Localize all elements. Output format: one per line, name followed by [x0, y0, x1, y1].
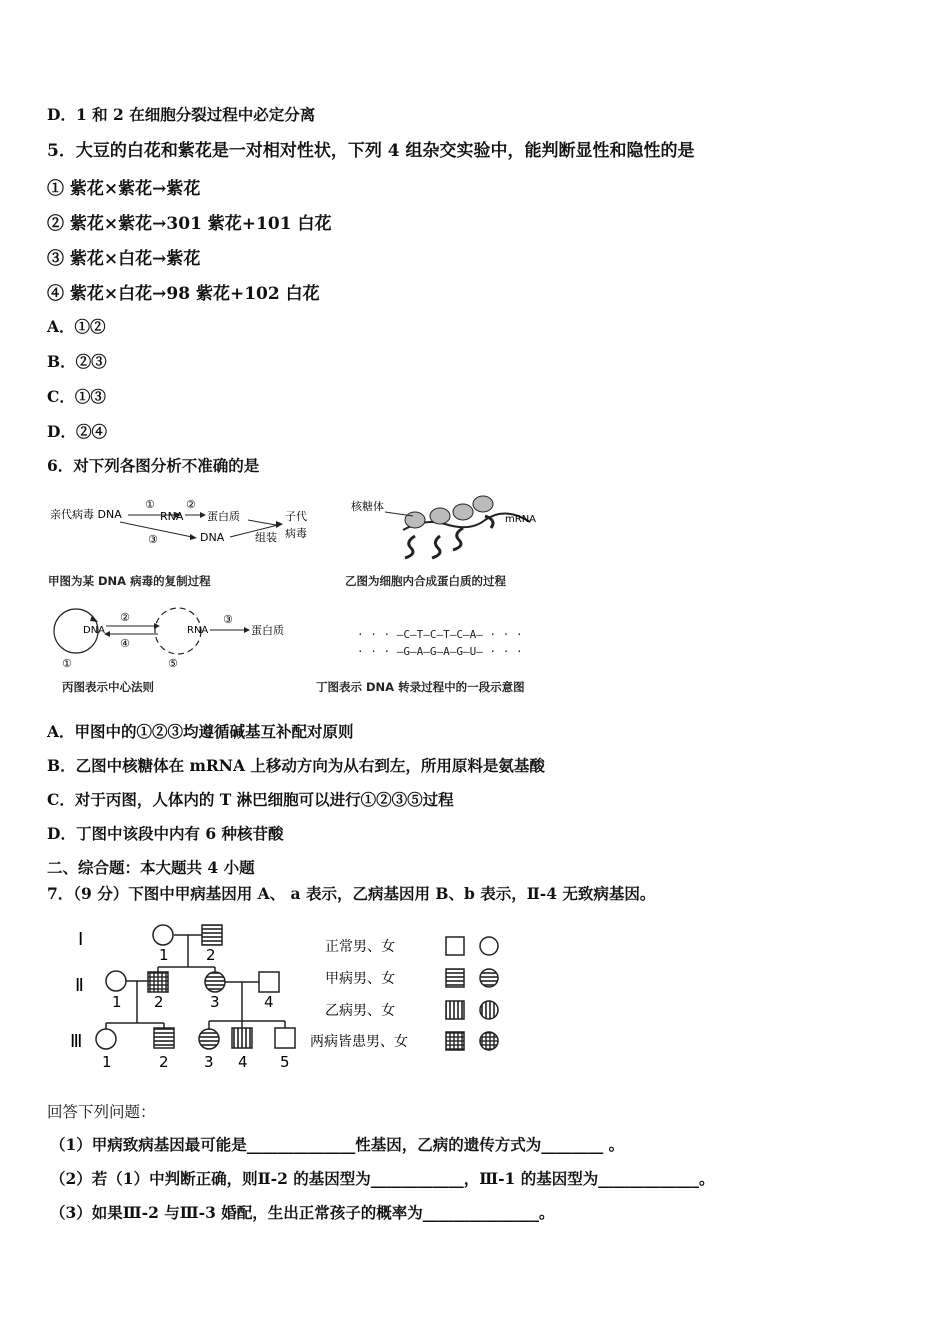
ribosome-4 — [473, 496, 493, 512]
legend-normal-female — [480, 937, 498, 955]
II-3-disease-a-female — [205, 972, 225, 992]
q6-option-a: A．甲图中的①②③均遵循碱基互补配对原则 — [47, 722, 354, 741]
III-4-disease-b-male — [232, 1028, 252, 1048]
bing-n4: ④ — [120, 637, 130, 650]
bing-n1: ① — [62, 657, 72, 670]
q5-option-a: A．①② — [47, 317, 106, 336]
yi-mrna: mRNA — [505, 514, 537, 525]
section-2-heading: 二、综合题：本大题共 4 小题 — [47, 858, 255, 877]
polypeptide-3 — [453, 528, 463, 550]
II-1-num: 1 — [112, 993, 122, 1011]
bing-n2: ② — [120, 611, 130, 624]
gen-label-1: Ⅰ — [78, 929, 84, 950]
q6-option-d: D．丁图中该段中内有 6 种核苷酸 — [47, 824, 284, 843]
q5-option-b: B．②③ — [47, 352, 107, 371]
II-3-num: 3 — [210, 993, 220, 1011]
polypeptide-4 — [485, 516, 493, 528]
q7-sub-3: （3）如果Ⅲ-2 与Ⅲ-3 婚配，生出正常孩子的概率为_______________。 — [50, 1203, 555, 1222]
q6-option-c: C．对于丙图，人体内的 T 淋巴细胞可以进行①②③⑤过程 — [47, 790, 454, 809]
III-4-num: 4 — [238, 1053, 248, 1071]
bing-rna: RNA — [187, 625, 209, 636]
q5-cross-2: ② 紫花×紫花→301 紫花+101 白花 — [47, 214, 332, 234]
jia-n3: ③ — [148, 533, 158, 546]
jia-n2: ② — [186, 498, 196, 511]
bing-dna: DNA — [83, 625, 106, 636]
II-4-normal-male — [259, 972, 279, 992]
bing-caption: 丙图表示中心法则 — [62, 680, 154, 694]
ribosome-1 — [405, 512, 425, 528]
jia-caption: 甲图为某 DNA 病毒的复制过程 — [48, 574, 211, 588]
polypeptide-2 — [432, 536, 440, 558]
I-1-num: 1 — [159, 946, 169, 964]
jia-n1: ① — [145, 498, 155, 511]
q5-option-d: D．②④ — [47, 422, 107, 441]
I-1-normal-female — [153, 925, 173, 945]
jia-virus: 病毒 — [285, 527, 307, 540]
III-5-normal-male — [275, 1028, 295, 1048]
q5-cross-3: ③ 紫花×白花→紫花 — [47, 249, 201, 269]
legend-disease-a: 甲病男、女 — [325, 971, 395, 987]
III-1-num: 1 — [102, 1053, 112, 1071]
legend-b-female — [480, 1001, 498, 1019]
legend-normal-male — [446, 937, 464, 955]
III-3-num: 3 — [204, 1053, 214, 1071]
gen-label-2: Ⅱ — [75, 975, 84, 996]
q5-option-c: C．①③ — [47, 387, 106, 406]
q5-cross-1: ① 紫花×紫花→紫花 — [47, 179, 201, 199]
III-2-disease-a-male — [154, 1028, 174, 1048]
II-1-normal-female — [106, 971, 126, 991]
legend-b-male — [446, 1001, 464, 1019]
yi-ribosome: 核糖体 — [351, 500, 384, 513]
legend-both-female — [480, 1032, 498, 1050]
fig-yi — [345, 488, 560, 560]
q6-option-b: B．乙图中核糖体在 mRNA 上移动方向为从右到左，所用原料是氨基酸 — [47, 756, 545, 775]
q4-option-d: D．1 和 2 在细胞分裂过程中必定分离 — [47, 105, 316, 124]
q5-stem: 5．大豆的白花和紫花是一对相对性状，下列 4 组杂交实验中，能判断显性和隐性的是 — [47, 141, 695, 161]
ribosome-2 — [430, 508, 450, 524]
ding-caption: 丁图表示 DNA 转录过程中的一段示意图 — [316, 680, 525, 694]
legend-a-male — [446, 969, 464, 987]
jia-dna: DNA — [200, 531, 225, 544]
q7-stem: 7．（9 分）下图中甲病基因用 A、 a 表示，乙病基因用 B、b 表示，Ⅱ-4 无致病基因。 — [47, 884, 656, 903]
bing-n5: ⑤ — [168, 657, 178, 670]
q7-prompt: 回答下列问题： — [47, 1103, 156, 1121]
ribosome-3 — [453, 504, 473, 520]
fig-bing — [48, 603, 308, 675]
II-2-num: 2 — [154, 993, 164, 1011]
ding-strand-2: · · · –G–A–G–A–G–U– · · · — [357, 645, 523, 658]
I-2-disease-a-male — [202, 925, 222, 945]
gen-label-3: Ⅲ — [70, 1031, 83, 1052]
yi-caption: 乙图为细胞内合成蛋白质的过程 — [345, 574, 506, 588]
polypeptide-1 — [405, 536, 415, 558]
legend-a-female — [480, 969, 498, 987]
bing-protein: 蛋白质 — [251, 624, 284, 637]
II-2-both-diseases-male — [148, 972, 168, 992]
q7-sub-2: （2）若（1）中判断正确，则Ⅱ-2 的基因型为____________，Ⅲ-1 的基因型为_____________。 — [50, 1169, 715, 1188]
jia-assemble: 组装 — [255, 531, 277, 544]
jia-offspring: 子代 — [285, 510, 307, 523]
jia-protein: 蛋白质 — [207, 510, 240, 523]
I-2-num: 2 — [206, 946, 216, 964]
q5-cross-4: ④ 紫花×白花→98 紫花+102 白花 — [47, 284, 320, 304]
bing-n3: ③ — [223, 613, 233, 626]
III-5-num: 5 — [280, 1053, 290, 1071]
legend-both-male — [446, 1032, 464, 1050]
ding-strand-1: · · · –C–T–C–T–C–A– · · · — [357, 628, 523, 641]
III-3-disease-a-female — [199, 1029, 219, 1049]
q6-stem: 6．对下列各图分析不准确的是 — [47, 456, 260, 475]
legend-normal: 正常男、女 — [325, 939, 395, 955]
q7-sub-1: （1）甲病致病基因最可能是______________性基因，乙病的遗传方式为________ 。 — [50, 1135, 625, 1154]
fig-jia — [50, 490, 320, 550]
legend-disease-b: 乙病男、女 — [325, 1003, 395, 1019]
II-4-num: 4 — [264, 993, 274, 1011]
pedigree-chart — [60, 915, 520, 1075]
jia-rna: RNA — [160, 510, 184, 523]
III-1-normal-female — [96, 1029, 116, 1049]
III-2-num: 2 — [159, 1053, 169, 1071]
legend-both: 两病皆患男、女 — [310, 1034, 408, 1050]
jia-parent: 亲代病毒 DNA — [50, 508, 122, 521]
